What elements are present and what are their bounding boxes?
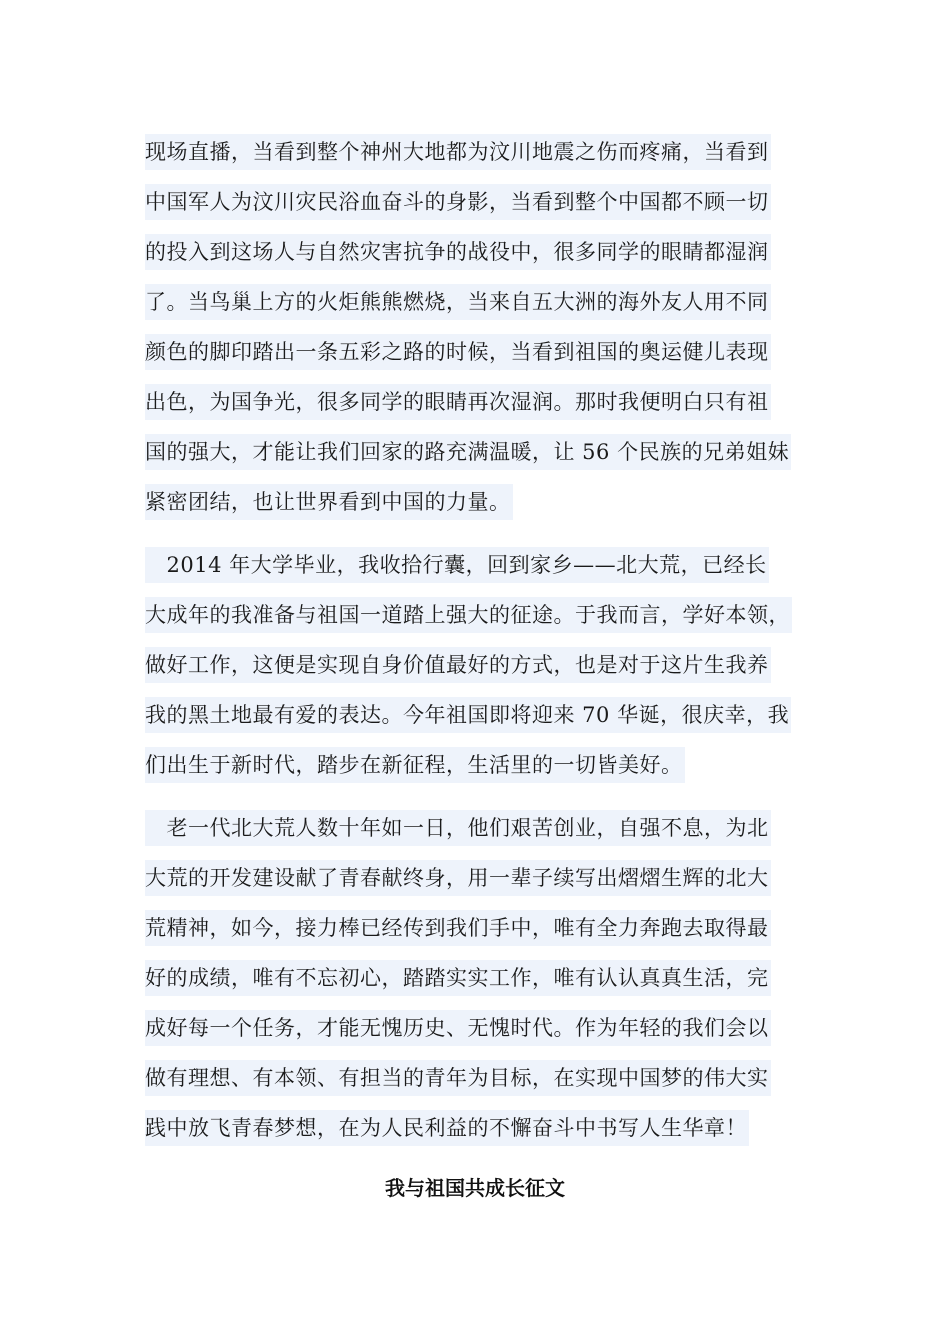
document-title: 我与祖国共成长征文 bbox=[385, 1176, 565, 1200]
text-line: 老一代北大荒人数十年如一日，他们艰苦创业，自强不息，为北 bbox=[145, 803, 835, 853]
paragraph-1 bbox=[145, 127, 835, 527]
text-line: 出色，为国争光，很多同学的眼睛再次湿润。那时我便明白只有祖 bbox=[145, 377, 835, 427]
text-line: 国的强大，才能让我们回家的路充满温暖，让 56 个民族的兄弟姐妹 bbox=[145, 427, 835, 477]
text-line: 荒精神，如今，接力棒已经传到我们手中，唯有全力奔跑去取得最 bbox=[145, 903, 835, 953]
text-line: 的投入到这场人与自然灾害抗争的战役中，很多同学的眼睛都湿润 bbox=[145, 227, 835, 277]
text-line: 做有理想、有本领、有担当的青年为目标，在实现中国梦的伟大实 bbox=[145, 1053, 835, 1103]
text-line: 做好工作，这便是实现自身价值最好的方式，也是对于这片生我养 bbox=[145, 640, 835, 690]
text-line: 现场直播，当看到整个神州大地都为汶川地震之伤而疼痛，当看到 bbox=[145, 127, 835, 177]
text-line: 们出生于新时代，踏步在新征程，生活里的一切皆美好。 bbox=[145, 740, 835, 790]
text-line: 颜色的脚印踏出一条五彩之路的时候，当看到祖国的奥运健儿表现 bbox=[145, 327, 835, 377]
paragraph-3 bbox=[145, 803, 835, 1153]
text-line: 我的黑土地最有爱的表达。今年祖国即将迎来 70 华诞，很庆幸，我 bbox=[145, 690, 835, 740]
text-line: 大成年的我准备与祖国一道踏上强大的征途。于我而言，学好本领， bbox=[145, 590, 835, 640]
text-line: 中国军人为汶川灾民浴血奋斗的身影，当看到整个中国都不顾一切 bbox=[145, 177, 835, 227]
text-line: 了。当鸟巢上方的火炬熊熊燃烧，当来自五大洲的海外友人用不同 bbox=[145, 277, 835, 327]
text-line: 大荒的开发建设献了青春献终身，用一辈子续写出熠熠生辉的北大 bbox=[145, 853, 835, 903]
text-line: 成好每一个任务，才能无愧历史、无愧时代。作为年轻的我们会以 bbox=[145, 1003, 835, 1053]
text-line: 践中放飞青春梦想，在为人民利益的不懈奋斗中书写人生华章！ bbox=[145, 1103, 835, 1153]
text-line: 好的成绩，唯有不忘初心，踏踏实实工作，唯有认认真真生活，完 bbox=[145, 953, 835, 1003]
text-line: 2014 年大学毕业，我收拾行囊，回到家乡——北大荒，已经长 bbox=[145, 540, 835, 590]
paragraph-2 bbox=[145, 540, 835, 790]
text-line: 紧密团结，也让世界看到中国的力量。 bbox=[145, 477, 835, 527]
